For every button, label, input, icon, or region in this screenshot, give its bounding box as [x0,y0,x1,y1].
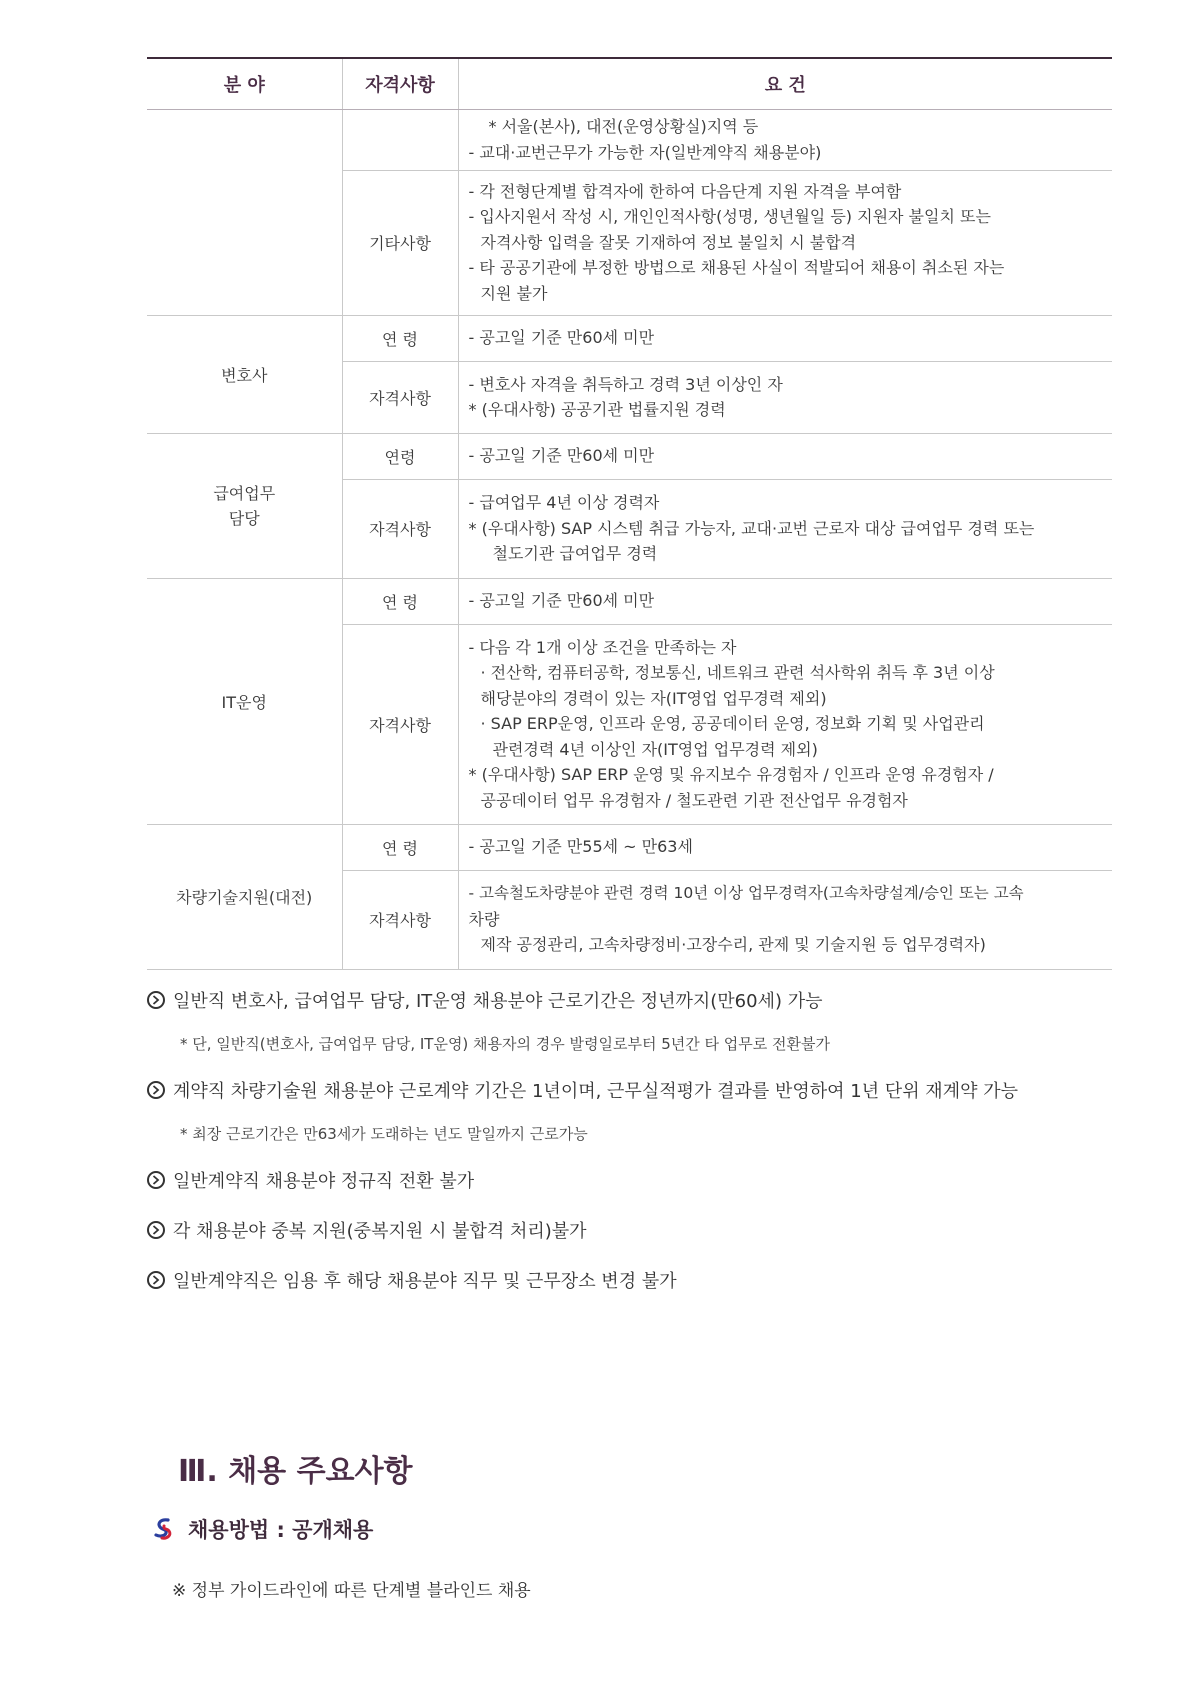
requirement-line: - 교대·교번근무가 가능한 자(일반계약직 채용분야) [468,142,822,162]
field-line: 담당 [228,508,260,528]
requirement-line: 철도기관 급여업무 경력 [492,544,658,564]
table-header-row [147,58,1112,109]
note-text: 각 채용분야 중복 지원(중복지원 시 불합격 처리)불가 [173,1221,587,1242]
requirement-line: 관련경력 4년 이상인 자(IT영업 업무경력 제외) [492,739,818,759]
section-title: Ⅲ. 채용 주요사항 [178,1454,413,1489]
header-requirement: 요 건 [458,58,1112,109]
note-item [147,1165,1107,1195]
requirement-line: 자격사항 입력을 잘못 기재하여 정보 불일치 시 불합격 [480,232,857,252]
requirement-line: 제작 공정관리, 고속차량정비·고장수리, 관제 및 기술지원 등 업무경력자) [480,935,986,955]
qualification-cell [342,109,458,170]
note-text: 일반계약직은 임용 후 해당 채용분야 직무 및 근무장소 변경 불가 [173,1271,677,1292]
qualification-cell: 자격사항 [342,479,458,578]
requirement-line: * (우대사항) SAP ERP 운영 및 유지보수 유경험자 / 인프라 운영 유경험자 / [468,765,994,785]
note-item [147,1265,1107,1295]
requirement-cell [458,361,1112,433]
requirement-line: 지원 불가 [480,283,548,303]
qualification-cell: 자격사항 [342,870,458,969]
note-subtext: * 단, 일반직(변호사, 급여업무 담당, IT운영) 채용자의 경우 발령일로부터 5년간 타 업무로 전환불가 [180,1035,830,1053]
requirement-line: - 공고일 기준 만55세 ~ 만63세 [468,837,693,857]
recruitment-method-text: 채용방법 : 공개채용 [188,1518,374,1542]
guideline-text: ※ 정부 가이드라인에 따른 단계별 블라인드 채용 [172,1581,531,1601]
requirement-cell [458,109,1112,170]
sr-logo-icon [152,1517,176,1541]
note-item [147,1215,1107,1245]
requirement-line: - 각 전형단계별 합격자에 한하여 다음단계 지원 자격을 부여함 [468,181,902,201]
chevron-right-circle-icon [147,991,165,1009]
qualification-cell: 기타사항 [342,170,458,315]
requirement-line: * (우대사항) SAP 시스템 취급 가능자, 교대·교번 근로자 대상 급여업무 경력 또는 [468,518,1035,538]
requirement-cell [458,870,1112,969]
requirement-line: · SAP ERP운영, 인프라 운영, 공공데이터 운영, 정보화 기획 및 사업관리 [480,714,985,734]
qualification-cell: 연 령 [342,315,458,361]
field-cell-it: IT운영 [147,578,342,824]
requirement-cell [458,170,1112,315]
table-row [147,824,1112,870]
field-cell-lawyer: 변호사 [147,315,342,433]
qualification-cell: 자격사항 [342,361,458,433]
requirement-line: - 급여업무 4년 이상 경력자 [468,493,660,513]
requirement-cell [458,433,1112,479]
note-item [147,985,1107,1015]
field-line: 급여업무 [213,483,276,503]
requirement-line: - 고속철도차량분야 관련 경력 10년 이상 업무경력자(고속차량설계/승인 또는 고속 [468,884,1024,903]
qualification-cell: 연령 [342,433,458,479]
requirement-line: - 입사지원서 작성 시, 개인인적사항(성명, 생년월일 등) 지원자 불일치 또는 [468,207,991,227]
chevron-right-circle-icon [147,1271,165,1289]
requirement-line: - 다음 각 1개 이상 조건을 만족하는 자 [468,637,737,657]
requirement-cell [458,315,1112,361]
chevron-right-circle-icon [147,1171,165,1189]
chevron-right-circle-icon [147,1221,165,1239]
field-cell-vehicle: 차량기술지원(대전) [147,824,342,969]
requirement-line: - 공고일 기준 만60세 미만 [468,591,655,611]
chevron-right-circle-icon [147,1081,165,1099]
requirement-line: · 전산학, 컴퓨터공학, 정보통신, 네트워크 관련 석사학위 취득 후 3년 이상 [480,663,995,683]
notes-list [147,985,1107,1295]
requirement-cell [458,479,1112,578]
requirement-line: 공공데이터 업무 유경험자 / 철도관련 기관 전산업무 유경험자 [480,790,908,810]
requirement-line: * 서울(본사), 대전(운영상황실)지역 등 [488,117,759,136]
recruitment-method [152,1514,373,1544]
table-row [147,315,1112,361]
table-row [147,109,1112,170]
requirement-line: - 공고일 기준 만60세 미만 [468,328,655,348]
requirements-table [147,57,1112,970]
note-item [147,1075,1107,1105]
header-field: 분 야 [147,58,342,109]
note-text: 일반직 변호사, 급여업무 담당, IT운영 채용분야 근로기간은 정년까지(만60세) 가능 [173,991,823,1012]
note-text: 계약직 차량기술원 채용분야 근로계약 기간은 1년이며, 근무실적평가 결과를 반영하여 1년 단위 재계약 가능 [173,1081,1018,1102]
requirement-cell [458,578,1112,624]
field-cell [147,109,342,315]
qualification-cell: 연 령 [342,578,458,624]
requirement-cell [458,624,1112,824]
requirement-line: 차량 [468,909,500,929]
header-qualification: 자격사항 [342,58,458,109]
requirement-cell [458,824,1112,870]
field-cell-payroll [147,433,342,578]
requirement-line: - 타 공공기관에 부정한 방법으로 채용된 사실이 적발되어 채용이 취소된 자는 [468,258,1005,278]
note-text: 일반계약직 채용분야 정규직 전환 불가 [173,1171,475,1192]
requirement-line: 해당분야의 경력이 있는 자(IT영업 업무경력 제외) [480,688,827,708]
table-row [147,433,1112,479]
requirement-line: - 공고일 기준 만60세 미만 [468,446,655,466]
qualification-cell: 연 령 [342,824,458,870]
table-row [147,578,1112,624]
note-subtext: * 최장 근로기간은 만63세가 도래하는 년도 말일까지 근로가능 [180,1125,588,1143]
requirement-line: - 변호사 자격을 취득하고 경력 3년 이상인 자 [468,374,783,394]
qualification-cell: 자격사항 [342,624,458,824]
requirement-line: * (우대사항) 공공기관 법률지원 경력 [468,400,726,419]
